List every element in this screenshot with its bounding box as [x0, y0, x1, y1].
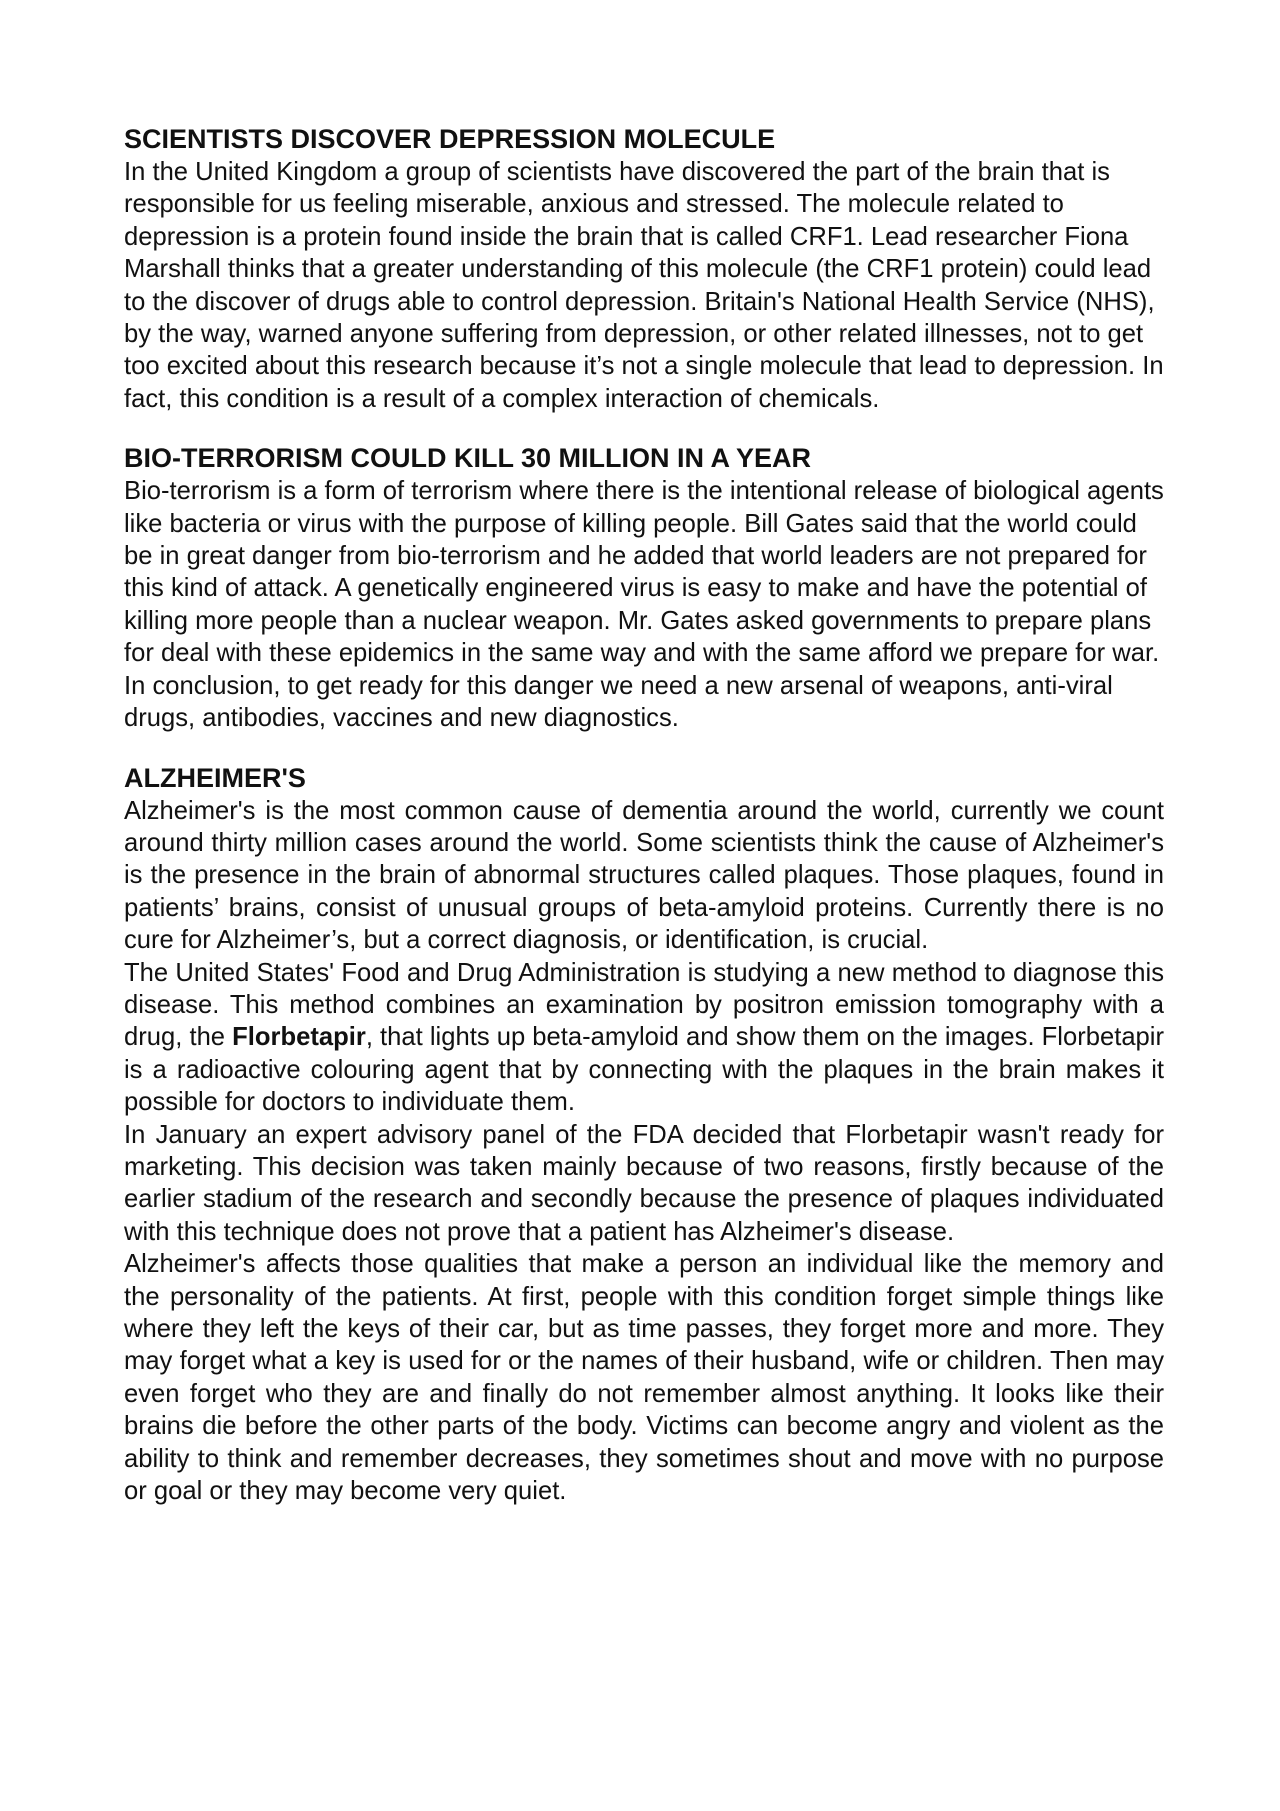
article-alzheimers	[124, 761, 1164, 1508]
paragraph-text: , that lights up beta-amyloid and show them on the images. Florbetapir is a radioactive colouring agent that by connecting with the plaques in the brain makes it possible for doctors to individuate them.	[124, 1023, 1164, 1117]
article-paragraph: Bio-terrorism is a form of terrorism where there is the intentional release of biological agents like bacteria or virus with the purpose of killing people. Bill Gates said that the world could be in great danger from bio-terrorism and he added that world leaders are not prepared for this kind of attack. A genetically engineered virus is easy to make and have the potential of killing more people than a nuclear weapon. Mr. Gates asked governments to prepare plans for deal with these epidemics in the same way and with the same afford we prepare for war. In conclusion, to get ready for this danger we need a new arsenal of weapons, anti-viral drugs, antibodies, vaccines and new diagnostics.	[124, 477, 1164, 733]
article-title: ALZHEIMER'S	[124, 762, 306, 793]
article-bioterrorism	[124, 441, 1164, 734]
drug-name-emphasis: Florbetapir	[232, 1023, 366, 1052]
document-page	[124, 122, 1164, 1533]
article-title: SCIENTISTS DISCOVER DEPRESSION MOLECULE	[124, 124, 776, 154]
article-paragraph	[124, 957, 1164, 1119]
article-paragraph: In the United Kingdom a group of scientists have discovered the part of the brain that is responsible for us feeling miserable, anxious and stressed. The molecule related to depression is a protein found inside the brain that is called CRF1. Lead researcher Fiona Marshall thinks that a greater understanding of this molecule (the CRF1 protein) could lead to the discover of drugs able to control depression. Britain's National Health Service (NHS), by the way, warned anyone suffering from depression, or other related illnesses, not to get too excited about this research because it’s not a single molecule that lead to depression. In fact, this condition is a result of a complex interaction of chemicals.	[124, 158, 1164, 413]
article-paragraph: In January an expert advisory panel of the FDA decided that Florbetapir wasn't ready for marketing. This decision was taken mainly because of two reasons, firstly because of the earlier stadium of the research and secondly because the presence of plaques individuated with this technique does not prove that a patient has Alzheimer's disease.	[124, 1120, 1164, 1246]
paragraph-text: The United States' Food and Drug Administration is studying a new method to diagnose this disease. This method combines an examination by positron emission tomography with a drug, the	[124, 958, 1164, 1052]
article-title: BIO-TERRORISM COULD KILL 30 MILLION IN A YEAR	[124, 443, 812, 474]
article-depression	[124, 122, 1164, 415]
article-paragraph: Alzheimer's is the most common cause of dementia around the world, currently we count around thirty million cases around the world. Some scientists think the cause of Alzheimer's is the presence in the brain of abnormal structures called plaques. Those plaques, found in patients’ brains, consist of unusual groups of beta-amyloid proteins. Currently there is no cure for Alzheimer’s, but a correct diagnosis, or identification, is crucial.	[124, 796, 1164, 955]
article-paragraph: Alzheimer's affects those qualities that make a person an individual like the memory and the personality of the patients. At first, people with this condition forget simple things like where they left the keys of their car, but as time passes, they forget more and more. They may forget what a key is used for or the names of their husband, wife or children. Then may even forget who they are and finally do not remember almost anything. It looks like their brains die before the other parts of the body. Victims can become angry and violent as the ability to think and remember decreases, they sometimes shout and move with no purpose or goal or they may become very quiet.	[124, 1250, 1164, 1506]
